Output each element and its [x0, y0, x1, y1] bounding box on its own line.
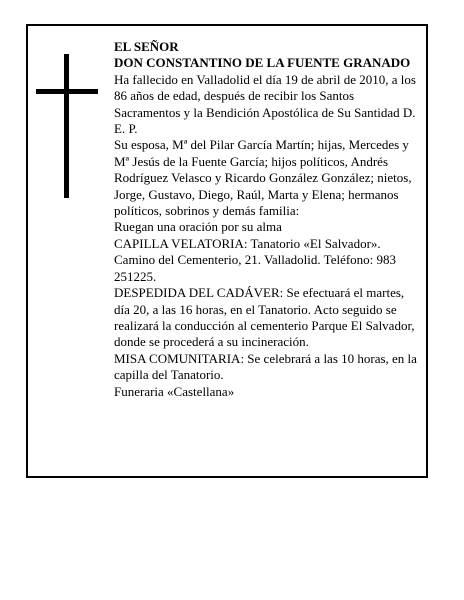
prayer-request: Ruegan una oración por su alma [114, 219, 282, 235]
community-mass-info: MISA COMUNITARIA: Se celebrará a las 10 horas, en la capilla del Tanatorio. [114, 350, 417, 383]
latin-cross-icon [36, 54, 98, 198]
obituary-text [114, 39, 420, 400]
wake-chapel-info: CAPILLA VELATORIA: Tanatorio «El Salvador». Camino del Cementerio, 21. Valladolid. Teléfono: 983 251225. [114, 235, 397, 284]
farewell-info: DESPEDIDA DEL CADÁVER: Se efectuará el martes, día 20, a las 16 horas, en el Tanatorio. Acto seguido se realizará la conducción al cementerio Parque El Salvador, donde se procederá a su incineración. [114, 285, 415, 350]
death-announcement: Ha fallecido en Valladolid el día 19 de abril de 2010, a los 86 años de edad, después de recibir los Santos Sacramentos y la Bendición Apostólica de Su Santidad D. E. P. [114, 71, 416, 137]
deceased-name: DON CONSTANTINO DE LA FUENTE GRANADO [114, 55, 411, 71]
deceased-title: EL SEÑOR [114, 39, 179, 54]
family-list: Su esposa, Mª del Pilar García Martín; hijas, Mercedes y Mª Jesús de la Fuente García; hijos políticos, Andrés Rodríguez Velasco y Ricardo González González; nietos, Jorge, Gustavo, Diego, Raúl, Marta y Elena; hermanos políticos, sobrinos y demás familia: [114, 137, 412, 219]
funeral-home: Funeraria «Castellana» [114, 383, 235, 399]
cross-horizontal-bar [36, 89, 98, 94]
cross-vertical-bar [64, 54, 69, 198]
